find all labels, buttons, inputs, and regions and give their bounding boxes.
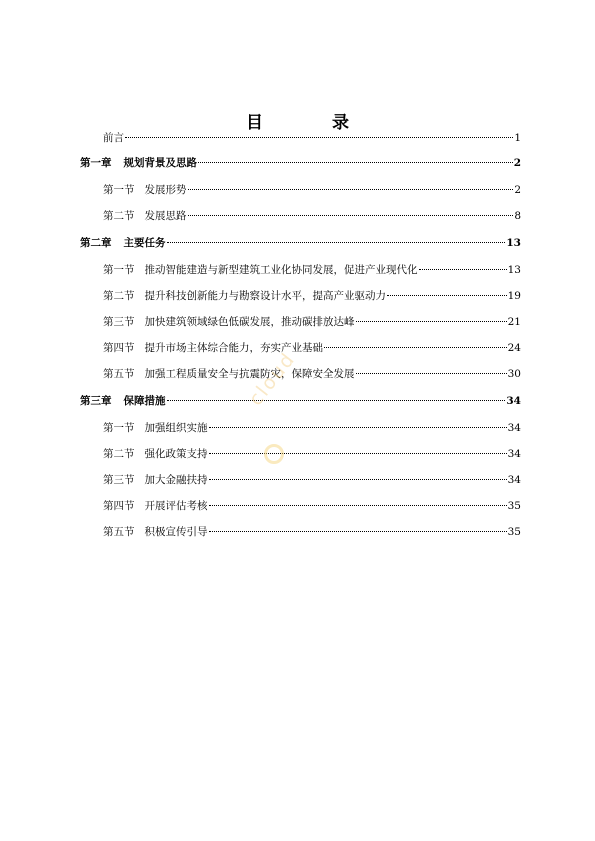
- dot-leader: [209, 479, 507, 480]
- toc-page-number: 24: [507, 342, 521, 354]
- toc-entry-title: 发展思路: [144, 210, 187, 222]
- toc-section-3-2[interactable]: [103, 446, 521, 462]
- toc-entry-title: 保障措施: [123, 395, 166, 407]
- toc-page-number: 21: [507, 316, 521, 328]
- toc-page-number: 19: [507, 290, 521, 302]
- dot-leader: [419, 269, 507, 270]
- toc-entry-title: 推动智能建造与新型建筑工业化协同发展，促进产业现代化: [144, 264, 418, 276]
- toc-section-2-3[interactable]: [103, 314, 521, 330]
- toc-page-number: 35: [507, 500, 521, 512]
- toc-page-number: 35: [507, 526, 521, 538]
- toc-page-number: 34: [506, 395, 521, 407]
- toc-page-number: 8: [514, 210, 521, 222]
- chapter-number: 第一章: [80, 157, 112, 169]
- section-number: 第二节: [103, 448, 135, 460]
- section-number: 第二节: [103, 290, 135, 302]
- toc-section-1-1[interactable]: [103, 182, 521, 198]
- chapter-number: 第二章: [80, 237, 112, 249]
- toc-section-3-5[interactable]: [103, 524, 521, 540]
- toc-entry-title: 发展形势: [144, 184, 187, 196]
- dot-leader: [209, 427, 507, 428]
- toc-entry-title: 积极宣传引导: [144, 526, 208, 538]
- dot-leader: [387, 295, 507, 296]
- toc-entry-title: 强化政策支持: [144, 448, 208, 460]
- dot-leader: [209, 505, 507, 506]
- section-number: 第二节: [103, 210, 135, 222]
- toc-page-number: 13: [506, 237, 521, 249]
- dot-leader: [324, 347, 507, 348]
- dot-leader: [188, 189, 514, 190]
- toc-section-3-3[interactable]: [103, 472, 521, 488]
- section-number: 第五节: [103, 368, 135, 380]
- toc-chapter-2[interactable]: [80, 235, 521, 251]
- toc-entry-title: 开展评估考核: [144, 500, 208, 512]
- dot-leader: [209, 453, 507, 454]
- toc-entry-title: 加强工程质量安全与抗震防灾，保障安全发展: [144, 368, 355, 380]
- toc-page-number: 2: [513, 157, 521, 169]
- toc-chapter-3[interactable]: [80, 393, 521, 409]
- section-number: 第三节: [103, 316, 135, 328]
- watermark-logo-icon: [264, 444, 284, 464]
- toc-section-2-1[interactable]: [103, 262, 521, 278]
- toc-section-2-2[interactable]: [103, 288, 521, 304]
- toc-entry-title: 规划背景及思路: [123, 157, 197, 169]
- toc-section-3-4[interactable]: [103, 498, 521, 514]
- toc-page-number: 13: [507, 264, 521, 276]
- dot-leader: [188, 215, 514, 216]
- dot-leader: [167, 242, 506, 243]
- section-number: 第一节: [103, 422, 135, 434]
- chapter-number: 第三章: [80, 395, 112, 407]
- section-number: 第一节: [103, 264, 135, 276]
- toc-entry-title: 提升市场主体综合能力，夯实产业基础: [144, 342, 323, 354]
- toc-page-number: 30: [507, 368, 521, 380]
- page-title: 目 录: [246, 113, 375, 133]
- dot-leader: [198, 162, 513, 163]
- dot-leader: [125, 137, 513, 138]
- toc-entry-title: 加大金融扶持: [144, 474, 208, 486]
- dot-leader: [209, 531, 507, 532]
- toc-section-3-1[interactable]: [103, 420, 521, 436]
- toc-page-number: 34: [507, 448, 521, 460]
- watermark: cloud: [244, 348, 300, 410]
- toc-section-1-2[interactable]: [103, 208, 521, 224]
- toc-page-number: 1: [514, 132, 521, 144]
- toc-section-2-4[interactable]: [103, 340, 521, 356]
- section-number: 第四节: [103, 500, 135, 512]
- toc-entry-title: 前言: [103, 132, 124, 144]
- dot-leader: [356, 373, 507, 374]
- toc-section-2-5[interactable]: [103, 366, 521, 382]
- dot-leader: [167, 400, 506, 401]
- toc-entry-title: 主要任务: [123, 237, 166, 249]
- toc-entry-preface[interactable]: [103, 130, 521, 146]
- section-number: 第三节: [103, 474, 135, 486]
- toc-chapter-1[interactable]: [80, 155, 521, 171]
- toc-page-number: 34: [507, 474, 521, 486]
- section-number: 第四节: [103, 342, 135, 354]
- toc-page-number: 2: [514, 184, 521, 196]
- section-number: 第一节: [103, 184, 135, 196]
- toc-entry-title: 加强组织实施: [144, 422, 208, 434]
- toc-entry-title: 提升科技创新能力与勘察设计水平，提高产业驱动力: [144, 290, 386, 302]
- toc-entry-title: 加快建筑领域绿色低碳发展，推动碳排放达峰: [144, 316, 355, 328]
- toc-page-number: 34: [507, 422, 521, 434]
- section-number: 第五节: [103, 526, 135, 538]
- dot-leader: [356, 321, 507, 322]
